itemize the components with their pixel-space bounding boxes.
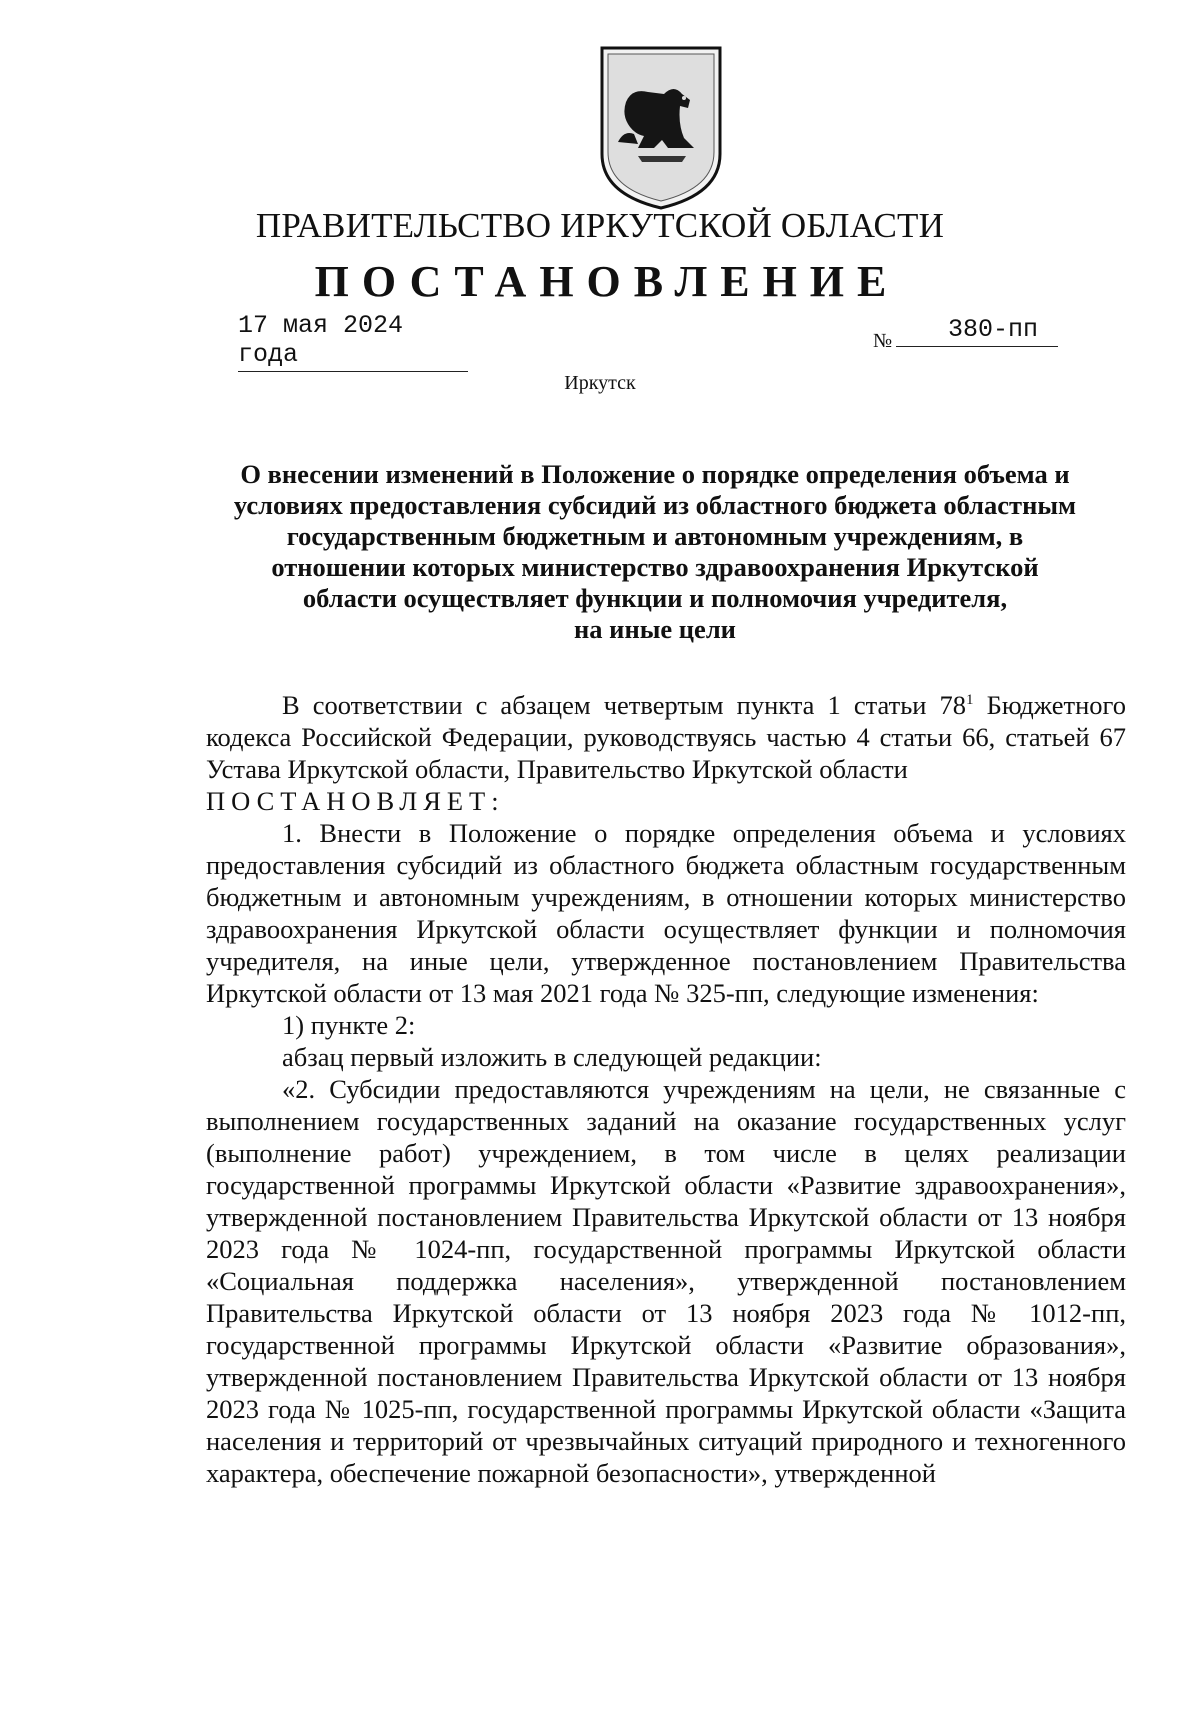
article-superscript: 1 [966,692,974,709]
document-title [200,459,1110,645]
decree-word: ПОСТАНОВЛЯЕТ: [206,786,505,816]
coat-of-arms-icon [598,44,724,212]
title-line: государственным бюджетным и автономным учреждениям, в [286,521,1024,551]
document-body [206,689,1126,1489]
title-line: отношении которых министерство здравоохранения Иркутской [271,552,1039,582]
title-line: О внесении изменений в Положение о порядке определения объема и [240,459,1070,489]
paragraph-instruction: абзац первый изложить в следующей редакции: [282,1042,822,1072]
document-type: ПОСТАНОВЛЕНИЕ [314,257,900,306]
city-name: Иркутск [564,372,636,394]
title-line: области осуществляет функции и полномочия учредителя, [302,583,1008,613]
paragraph-subitem-1: 1) пункте 2: [282,1010,416,1040]
title-line: на иные цели [574,614,736,644]
government-name: ПРАВИТЕЛЬСТВО ИРКУТСКОЙ ОБЛАСТИ [255,206,945,245]
document-number: 380-пп [896,315,1058,347]
preamble-start: В соответствии с абзацем четвертым пункта 1 статьи 78 [282,690,967,720]
title-line: условиях предоставления субсидий из областного бюджета областным [233,490,1077,520]
number-sign: № [873,330,893,352]
paragraph-item-1: 1. Внести в Положение о порядке определения объема и условиях предоставления субсидий из областного бюджета областным государственным бюджетным и автономным учреждениям, в отношении которых министерство здравоохранения Иркутской области осуществляет функции и полномочия учредителя, на иные цели, утвержденное постановлением Правительства Иркутской области от 13 мая 2021 года № 325-пп, следующие изменения: [206,818,1126,1008]
document-date: 17 мая 2024 года [238,311,468,372]
preamble-paragraph [206,689,1126,785]
preamble-end: Бюджетного кодекса Российской Федерации, руководствуясь частью 4 статьи 66, статьей 67 Устава Иркутской области, Правительство Иркутской области [206,690,1126,784]
paragraph-new-text: «2. Субсидии предоставляются учреждениям на цели, не связанные с выполнением государственных заданий на оказание государственных услуг (выполнение работ) учреждением, в том числе в целях реализации государственной программы Иркутской области «Развитие здравоохранения», утвержденной постановлением Правительства Иркутской области от 13 ноября 2023 года № 1024-пп, государственной программы Иркутской области «Социальная поддержка населения», утвержденной постановлением Правительства Иркутской области от 13 ноября 2023 года № 1012-пп, государственной программы Иркутской области «Развитие образования», утвержденной постановлением Правительства Иркутской области от 13 ноября 2023 года № 1025-пп, государственной программы Иркутской области «Защита населения и территорий от чрезвычайных ситуаций природного и техногенного характера, обеспечение пожарной безопасности», утвержденной [206,1074,1126,1488]
